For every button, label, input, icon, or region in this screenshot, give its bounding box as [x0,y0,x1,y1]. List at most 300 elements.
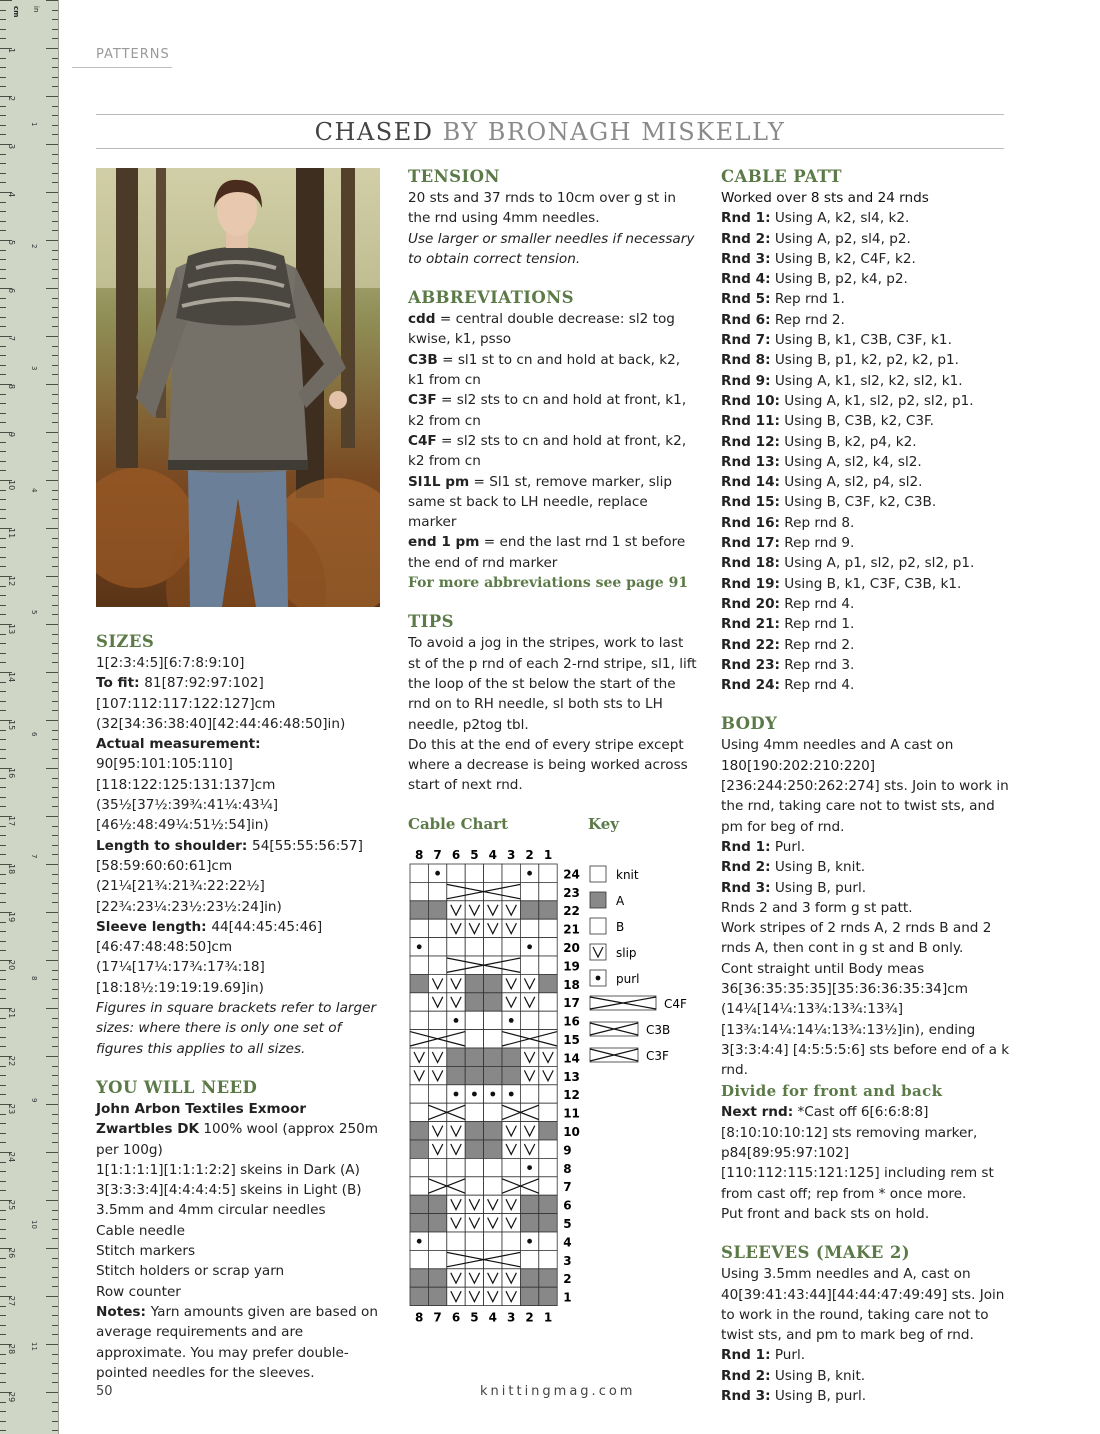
size-line [96,673,386,734]
ruler-tick [0,854,6,855]
cable-rnd [721,310,1011,330]
ruler-tick [52,662,58,663]
chart-row-number: 23 [563,885,580,900]
chart-row-number: 20 [563,941,580,955]
ruler-tick [0,518,6,519]
chart-row-number: 16 [563,1014,580,1029]
size-line-label: Sleeve length: [96,918,212,935]
chart-cell [428,882,446,900]
ruler-tick [52,710,58,711]
ruler-tick [52,806,58,807]
ruler-tick [52,1114,58,1115]
cable-rnd [721,411,1011,431]
ruler-tick [0,653,6,654]
chart-row-number: 18 [563,977,580,992]
ruler-tick [52,211,58,212]
chart-cell [428,919,446,937]
chart-col-number: 2 [525,1310,534,1325]
cable-rnd [721,289,1011,309]
size-line-text: 44[44:45:45:46] [46:47:48:48:50]cm (17¼[17¼:17¾:17¾:18] [18:18½:19:19:19.69]in) [96,918,323,996]
ruler-tick [0,1373,6,1374]
ruler-tick [0,10,6,11]
chart-purl-symbol [527,944,532,949]
ruler-tick [52,1315,58,1316]
ruler-tick [52,1402,58,1403]
ruler-tick [0,394,6,395]
ruler-tick [46,672,58,673]
ruler-tick [46,1008,58,1009]
chart-cell [465,974,483,992]
ruler-tick [52,787,58,788]
ruler-in-number: 4 [30,488,38,493]
chart-cell [502,1066,520,1084]
ruler-tick [46,1392,58,1393]
ruler-tick [46,960,58,961]
cable-rnd-label: Rnd 14: [721,474,780,491]
chart-cell [410,1158,428,1176]
section-label: PATTERNS [96,47,170,62]
ruler-tick [52,1190,58,1191]
ruler-tick [52,682,58,683]
cable-rnd [721,513,1011,533]
cable-rnd-text: Using A, k1, sl2, k2, sl2, k1. [770,372,963,389]
key-label: C3B [646,1023,671,1037]
ruler-tick [52,115,58,116]
ruler-tick [46,432,58,433]
more-abbreviations-link[interactable]: For more abbreviations see page 91 [408,575,689,592]
chart-cell [520,901,538,919]
ruler-tick [46,528,58,529]
chart-cell [520,1011,538,1029]
ruler-tick [52,643,58,644]
ruler-cm-number: 10 [7,480,16,491]
abbreviation-text: = Sl1 st, remove marker, slip same st back to LH needle, replace marker [408,473,673,531]
ruler-tick [52,1162,58,1163]
tips-paragraph-1: To avoid a jog in the stripes, work to last st of the p rnd of each 2-rnd stripe, sl1, lift the loop of the st below the start of the rnd on to RH needle, sl both sts to LH needle, p2tog tbl. [408,635,697,733]
ruler-tick [46,1248,58,1249]
ruler-tick [0,989,6,990]
ruler-tick [0,1277,6,1278]
ruler-tick [52,106,58,107]
ruler-tick [52,739,58,740]
body-cast-on: Using 4mm needles and A cast on 180[190:202:210:220][236:244:250:262:274] sts. Join to work in the rnd, taking care not to twist sts, and pm for beg of rnd. [721,737,1009,835]
ruler-tick [0,1046,6,1047]
chart-cell [447,1232,465,1250]
chart-cell [465,1048,483,1066]
ruler-tick [52,346,58,347]
ruler-tick [0,691,6,692]
ruler-tick [46,624,58,625]
sizes-heading: SIZES [96,632,155,651]
ruler-tick [46,192,58,193]
chart-cell [539,1269,557,1287]
chart-row-number: 14 [563,1051,580,1066]
ruler-tick [52,1229,58,1230]
chart-cell [410,864,428,882]
ruler-tick [52,893,58,894]
cable-rnd-text: Rep rnd 1. [779,616,855,633]
chart-row-number: 8 [563,1161,572,1176]
body-stripes: Work stripes of 2 rnds A, 2 rnds B and 2 rnds A, then cont in g st and B only. [721,920,992,957]
ruler-cm-number: 1 [7,48,16,54]
chart-cell [465,1122,483,1140]
chart-cell [520,1287,538,1305]
ruler-tick [52,1430,58,1431]
ruler-tick [52,250,58,251]
ruler-tick [52,998,58,999]
chart-cell [465,1030,483,1048]
abbreviation-text: = sl2 sts to cn and hold at front, k1, k2 from cn [408,392,687,429]
chart-cell [447,1066,465,1084]
ruler-tick [52,1354,58,1355]
ruler-tick [52,1181,58,1182]
ruler-cm-number: 8 [7,384,16,390]
ruler-tick [52,259,58,260]
cable-rnd-label: Rnd 12: [721,433,780,450]
size-line-label: To fit: [96,675,145,692]
ruler-tick [0,1363,6,1364]
cable-rnd [721,594,1011,614]
ruler-cm-number: 21 [7,1008,16,1019]
ruler-tick [52,634,58,635]
body-rnd-label: Rnd 1: [721,838,771,855]
cable-chart-title: Cable Chart [408,815,509,833]
chart-col-number: 4 [488,848,497,862]
ruler-tick [0,595,6,596]
cable-rnd-text: Rep rnd 3. [779,656,855,673]
cable-rnd-text: Using B, k2, C4F, k2. [770,250,916,267]
ruler-tick [0,278,6,279]
chart-cell [520,1214,538,1232]
ruler-tick [0,0,12,1]
abbreviation [408,350,698,391]
ruler-tick [0,346,6,347]
tension-note: Use larger or smaller needles if necessary to obtain correct tension. [408,230,695,267]
chart-cell [428,1011,446,1029]
next-rnd-text: *Cast off 6[6:6:8:8][8:10:10:10:12] sts removing marker, p84[89:95:97:102] [110:112:115:121:125] including rem st from cast off; rep from * once more. [721,1104,994,1202]
ruler-tick [46,1152,58,1153]
key-purl-symbol [596,976,601,981]
ruler-tick [52,557,58,558]
ruler-cm-number: 7 [7,336,16,342]
ruler-tick [52,134,58,135]
model-photo-illustration [96,168,380,607]
ruler-tick [52,86,58,87]
ruler-tick [0,538,6,539]
chart-cell [447,938,465,956]
ruler-tick [52,365,58,366]
ruler-tick [52,1094,58,1095]
chart-cell [410,882,428,900]
ruler-tick [52,230,58,231]
chart-cell [410,1250,428,1268]
ruler-tick [46,336,58,337]
chart-cell [410,901,428,919]
chart-col-number: 2 [525,848,534,862]
chart-cell [465,1158,483,1176]
ruler-tick [0,134,6,135]
ruler-tick [52,403,58,404]
ruler-tick [0,1267,6,1268]
chart-cell [428,1287,446,1305]
size-line-text: 90[95:101:105:110] [118:122:125:131:137]cm (35½[37½:39¾:41¼:43¼] [46½:48:49¼:51½:54]in) [96,756,279,834]
ruler-tick [0,182,6,183]
ruler-tick [52,970,58,971]
cable-rnd [721,432,1011,452]
cable-rnd-text: Using A, k2, sl4, k2. [770,210,910,227]
chart-col-number: 1 [543,848,553,862]
ruler-tick [0,730,6,731]
chart-cell [484,1177,502,1195]
title-main: CHASED [314,118,434,146]
ruler-tick [52,989,58,990]
ruler-tick [0,1162,6,1163]
cable-rnd [721,249,1011,269]
title-rule-top [96,114,1004,115]
key-swatch [590,866,606,882]
ruler-tick [52,941,58,942]
chart-row-number: 15 [563,1033,580,1047]
ruler-tick [0,701,6,702]
ruler-tick [52,38,58,39]
chart-row-number: 22 [563,904,580,919]
ruler-cm-number: 6 [7,288,16,294]
ruler-tick [52,269,58,270]
cable-rnd [721,635,1011,655]
sleeve-rnd-label: Rnd 3: [721,1388,771,1405]
chart-purl-symbol [472,1092,477,1097]
chart-col-number: 3 [507,1310,516,1325]
key-label: A [616,894,625,908]
sleeve-rnd-text: Using B, knit. [770,1367,866,1384]
body-rnd [721,878,1011,898]
section-rule [72,67,172,68]
material-item: Cable needle [96,1222,186,1239]
ruler-tick [0,365,6,366]
ruler-tick [52,1133,58,1134]
chart-col-number: 8 [415,1310,424,1325]
ruler-tick [52,797,58,798]
body-straight: Cont straight until Body meas 36[36:35:35:35][35:36:36:35:34]cm (14¼[14¼:13¾:13¾:13¾] [13¾:14¼:14¼:13¾:13½]in), ending 3[3:3:4:4] [4:5:5:5:6] sts before end of a k rnd. [721,960,1010,1079]
ruler-tick [0,1190,6,1191]
ruler-tick [52,1018,58,1019]
ruler-tick [52,1142,58,1143]
body-rnd-text: Purl. [770,838,806,855]
ruler-tick [52,605,58,606]
chart-cell [465,1140,483,1158]
ruler-cm-number: 29 [7,1392,16,1403]
abbreviation-label: Sl1L pm [408,473,470,490]
chart-purl-symbol [454,1018,459,1023]
materials-list [96,1160,386,1302]
cable-rnd [721,208,1011,228]
ruler-tick [0,29,6,30]
material-item: 3.5mm and 4mm circular needles [96,1202,326,1219]
ruler-tick [0,758,6,759]
divide-heading: Divide for front and back [721,1082,943,1101]
ruler-tick [0,163,6,164]
key-title: Key [588,815,619,833]
ruler-in-label: in [32,6,40,13]
body-gst: Rnds 2 and 3 form g st patt. [721,899,913,916]
cable-rnd-label: Rnd 7: [721,332,771,349]
size-line [96,734,386,835]
ruler-tick [52,307,58,308]
chart-purl-symbol [509,1092,514,1097]
key-label: C4F [664,997,687,1011]
cable-rnd [721,574,1011,594]
chart-row-number: 4 [563,1235,572,1250]
chart-col-number: 5 [470,1310,479,1325]
ruler-tick [0,1315,6,1316]
cable-rnd-label: Rnd 6: [721,311,771,328]
chart-col-number: 4 [488,1310,497,1325]
ruler-tick [0,221,6,222]
size-line [96,836,386,917]
ruler-tick [0,1382,6,1383]
ruler-cm-number: 11 [7,528,16,539]
ruler-tick [52,1411,58,1412]
ruler-tick [0,902,6,903]
cable-patt-heading: CABLE PATT [721,167,842,186]
chart-purl-symbol [490,1092,495,1097]
body-rnd [721,837,1011,857]
chart-cell [539,864,557,882]
ruler-tick [0,125,6,126]
ruler-tick [52,1421,58,1422]
ruler-tick [0,1219,6,1220]
ruler-tick [52,442,58,443]
ruler-tick [52,326,58,327]
ruler-cm-number: 22 [7,1056,16,1067]
notes [96,1302,386,1383]
ruler-cm-number: 5 [7,240,16,246]
ruler-tick [0,1306,6,1307]
chart-purl-symbol [527,871,532,876]
cable-rnd-text: Using B, k2, p4, k2. [779,433,917,450]
chart-row-number: 1 [563,1290,572,1305]
chart-col-number: 3 [507,848,516,862]
abbreviation [408,309,698,350]
chart-cell [428,1214,446,1232]
ruler-tick [52,10,58,11]
ruler-tick [0,1018,6,1019]
cable-rnd-text: Rep rnd 1. [770,291,845,308]
ruler-tick [0,250,6,251]
title-byline: BY BRONAGH MISKELLY [433,118,786,146]
ruler-tick [0,1286,6,1287]
chart-col-number: 7 [433,848,442,862]
chart-cell [502,1158,520,1176]
page-number: 50 [96,1384,113,1399]
ruler-tick [0,58,6,59]
sizes-list [96,653,386,998]
ruler-tick [52,422,58,423]
ruler-tick [52,1258,58,1259]
ruler-tick [0,797,6,798]
ruler-tick [52,701,58,702]
ruler-in-number: 9 [30,1098,38,1103]
ruler-tick [52,1325,58,1326]
ruler-tick [52,1171,58,1172]
ruler-tick [0,1402,6,1403]
ruler-tick [46,1344,58,1345]
chart-cell [447,1048,465,1066]
material-item: Stitch markers [96,1243,196,1260]
ruler-tick [0,806,6,807]
ruler-cm-number: 23 [7,1104,16,1115]
chart-cell [465,1103,483,1121]
ruler-tick [52,413,58,414]
ruler-tick [52,518,58,519]
chart-row-number: 2 [563,1272,572,1287]
ruler-tick [52,1027,58,1028]
abbreviation-text: = end the last rnd 1 st before the end of rnd marker [408,534,686,571]
key-swatch [590,892,606,908]
ruler-tick [0,1238,6,1239]
cable-rnd-label: Rnd 20: [721,595,780,612]
ruler-tick [46,0,58,1]
chart-cell [428,1250,446,1268]
ruler-tick [52,29,58,30]
chart-purl-symbol [417,944,422,949]
size-line [96,653,386,673]
ruler-in-number: 2 [30,244,38,249]
ruler-tick [52,499,58,500]
ruler-tick [0,499,6,500]
chart-cell [410,956,428,974]
cable-rnd-text: Using B, k1, C3F, C3B, k1. [779,575,962,592]
body-rnd [721,857,1011,877]
ruler-tick [0,86,6,87]
cable-rnd-label: Rnd 15: [721,494,780,511]
sleeves-heading: SLEEVES (MAKE 2) [721,1243,910,1263]
chart-cell [465,993,483,1011]
chart-purl-symbol [435,871,440,876]
ruler-tick [0,835,6,836]
next-rnd-label: Next rnd: [721,1104,794,1121]
ruler-tick [52,1277,58,1278]
abbreviation-text: = sl1 st to cn and hold at back, k2, k1 from cn [408,351,681,389]
ruler-tick [46,816,58,817]
ruler-tick [0,259,6,260]
chart-cell [539,993,557,1011]
material-item: 1[1:1:1:1][1:1:1:2:2] skeins in Dark (A) [96,1161,360,1178]
chart-cell [428,1085,446,1103]
article-title [96,118,1004,146]
ruler-tick [0,547,6,548]
sleeve-rnd [721,1345,1011,1365]
sleeve-rnd [721,1366,1011,1386]
ruler-tick [52,58,58,59]
chart-cell [520,919,538,937]
ruler-tick [46,1056,58,1057]
chart-cell [447,1158,465,1176]
footer-url: knittingmag.com [480,1384,636,1399]
cable-rnd [721,533,1011,553]
sleeve-rnd-label: Rnd 2: [721,1367,771,1384]
cable-rnd-label: Rnd 10: [721,392,780,409]
chart-cell [484,993,502,1011]
ruler-tick [0,403,6,404]
ruler-tick [52,538,58,539]
ruler-tick [0,106,6,107]
ruler-tick [0,1181,6,1182]
ruler-tick [0,1411,6,1412]
ruler-tick [52,1286,58,1287]
ruler-tick [52,1037,58,1038]
abbreviations-list [408,309,698,573]
